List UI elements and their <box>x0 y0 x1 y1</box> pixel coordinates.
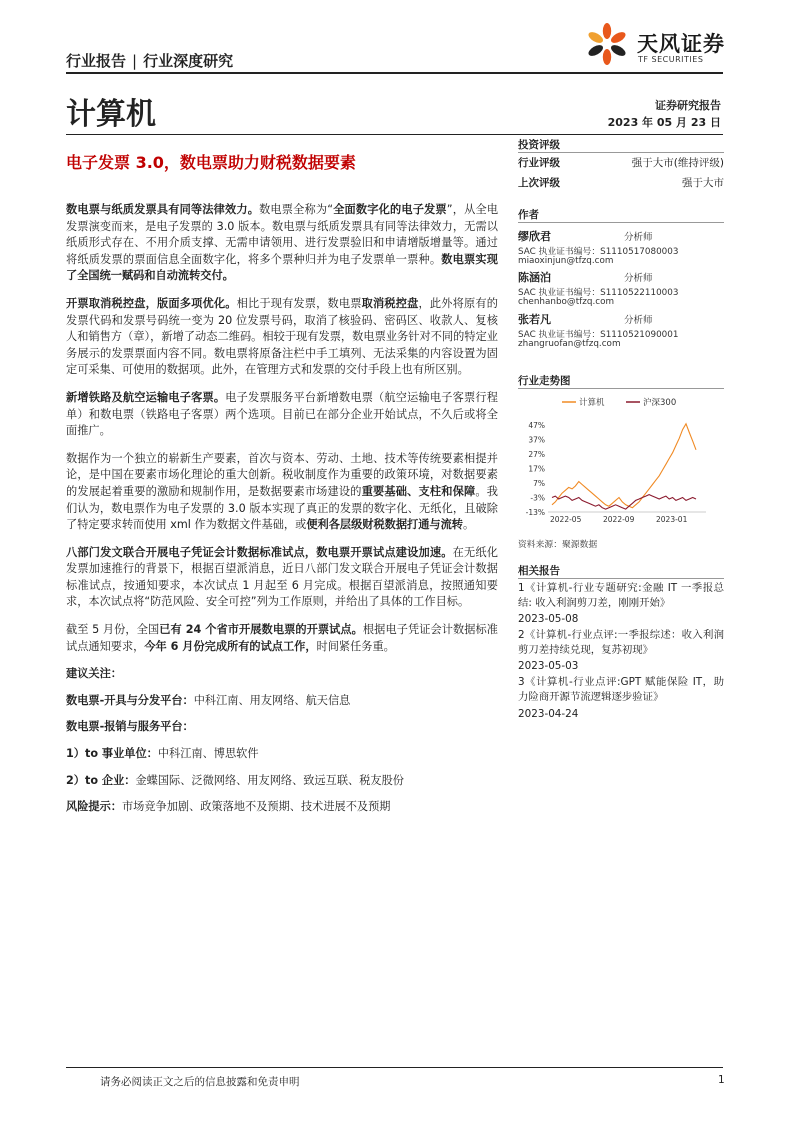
chart-source: 资料来源：聚源数据 <box>518 540 598 550</box>
y-tick-label: 47% <box>528 421 545 431</box>
rating-value: 强于大市(维持评级) <box>631 157 724 169</box>
author-role: 分析师 <box>624 315 653 326</box>
prev-rating-label: 上次评级 <box>518 177 560 189</box>
report-type: 证券研究报告 <box>655 99 721 112</box>
body-text: 电子发票服务平台新增数电票（航空运输电子客票行程单）和数电票（铁路电子客票）两个选项。目前已在部分企业开始试点，不久后或将全面推广。 <box>66 390 498 438</box>
legend-label-hs300: 沪深300 <box>643 398 677 408</box>
related-title: 相关报告 <box>518 565 560 577</box>
related-report-link[interactable]: 2《计算机-行业点评:一季报综述：收入利润剪刀差持续兑现，复苏初现》 <box>518 629 724 656</box>
body-text: 根据电子凭证会计数据标准试点通知要求， <box>66 623 498 653</box>
author-cert: SAC 执业证书编号：S1110522110003 <box>518 288 679 298</box>
author-email[interactable]: zhangruofan@tfzq.com <box>518 339 621 349</box>
paragraph-layout-optimization <box>66 296 498 379</box>
paragraph-pilot <box>66 545 498 611</box>
x-tick-label: 2022-09 <box>603 515 635 524</box>
risk-warning <box>66 799 498 816</box>
paragraph-data-element <box>66 451 498 534</box>
key-phrase: 已有 24 个省市开展数电票的开票试点。 <box>159 623 363 637</box>
industry-title: 计算机 <box>66 97 156 132</box>
lead-phrase: 八部门发文联合开展电子凭证会计数据标准试点，数电票开票试点建设加速。 <box>66 545 453 559</box>
key-phrase: 风险提示： <box>66 800 122 814</box>
key-phrase: 重要基础、支柱和保障 <box>361 484 476 498</box>
body-text: 中科江南、博思软件 <box>157 747 259 761</box>
body-text: ”，从全电发票演变而来，是电子发票的 3.0 版本。数电票与纸质发票具有同等法律效力，无需以纸质形式存在、不用介质支撑、无需申请领用、进行发票验旧和申请增版增量等。通过将纸质发票的票面信息全面数字化，将多个票种归并为电子发票单一票种。 <box>66 203 499 266</box>
chart-y-axis <box>526 421 545 517</box>
related-report-date: 2023-05-08 <box>518 613 579 625</box>
prev-rating-value: 强于大市 <box>682 177 724 189</box>
key-phrase: 便利各层级财税数据打通与流转 <box>306 518 463 532</box>
disclaimer-note: 请务必阅读正文之后的信息披露和免责申明 <box>100 1076 300 1088</box>
y-tick-label: 17% <box>528 464 545 474</box>
body-text: ，此外将原有的发票代码和发票号码统一变为 20 位发票号码，取消了核验码、密码区、收款人、复核人和销售方（章），新增了动态二维码。相较于现有发票，数电票业务针对不同的特定业务展示的发票票面内容不同。数电票将原备注栏中手工填列、无法采集的内容设置为固定可采集、可使用的数据项。此外，在管理方式和发票的交付手段上也有所区别。 <box>66 296 498 377</box>
category-label: 行业报告 <box>66 52 127 70</box>
paragraph-legal-effect <box>66 202 498 285</box>
paragraph-progress <box>66 622 498 655</box>
key-phrase: 2）to 企业： <box>66 773 136 787</box>
chart-legend <box>562 397 676 408</box>
subcategory-label: 行业深度研究 <box>143 52 234 70</box>
chart-x-axis <box>550 515 688 524</box>
y-tick-label: 27% <box>528 450 545 460</box>
related-report-link[interactable]: 3《计算机-行业点评:GPT 赋能保险 IT，助力险商开源节流逻辑逐步验证》 <box>518 676 724 703</box>
rating-label: 行业评级 <box>518 157 560 169</box>
key-phrase: 数电票-开具与分发平台： <box>66 693 194 707</box>
body-text: 。我们认为，数电票作为电子发票的 3.0 版本实现了真正的发票的数字化、无纸化，且破除了特定要求转而使用 xml 作为数据文件基础，或 <box>66 484 498 532</box>
series-line-hs300 <box>552 495 696 510</box>
body-text: 相比于现有发票，数电票 <box>236 296 362 310</box>
body-text: 在无纸化发票加速推行的背景下，根据百望派消息，近日八部门发文联合开展电子凭证会计数据标准试点，按通知要求，本次试点 1 月起至 6 月完成。根据百望派消息，按照通知要求，本次试点将“防范风险、安全可控”列为工作原则，并给出了具体的工作目标。 <box>66 545 498 609</box>
recommendation-institutions <box>66 746 498 763</box>
body-text: 截至 5 月份，全国 <box>66 623 160 637</box>
footer-divider <box>66 1067 723 1068</box>
author-name: 陈涵泊 <box>518 271 551 284</box>
report-date: 2023 年 05 月 23 日 <box>607 116 721 129</box>
side-divider <box>518 388 724 389</box>
paragraph-e-ticket <box>66 390 498 440</box>
x-tick-label: 2022-05 <box>550 515 582 524</box>
related-report-date: 2023-04-24 <box>518 708 579 720</box>
chart-title: 行业走势图 <box>518 375 571 387</box>
rec-title-text: 建议关注： <box>66 667 122 681</box>
body-text: 金蝶国际、泛微网络、用友网络、致远互联、税友股份 <box>135 773 404 787</box>
body-text: 市场竞争加剧、政策落地不及预期、技术进展不及预期 <box>121 800 391 814</box>
y-tick-label: 7% <box>533 479 545 489</box>
recommendation-reimbursement <box>66 719 498 736</box>
recommendation-title <box>66 666 498 683</box>
author-email[interactable]: miaoxinjun@tfzq.com <box>518 256 614 266</box>
logo-text-en: TF SECURITIES <box>638 55 704 64</box>
body-text: 中科江南、用友网络、航天信息 <box>193 693 351 707</box>
title-divider <box>66 134 723 135</box>
key-phrase: 1）to 事业单位： <box>66 747 158 761</box>
page-number: 1 <box>718 1074 725 1086</box>
main-content <box>66 202 498 826</box>
author-name: 缪欣君 <box>518 230 551 243</box>
author-role: 分析师 <box>624 232 653 243</box>
header-divider <box>66 72 723 74</box>
report-category <box>66 50 233 71</box>
author-email[interactable]: chenhanbo@tfzq.com <box>518 297 615 307</box>
side-divider <box>518 578 724 579</box>
key-phrase: 取消税控盘 <box>361 296 419 310</box>
key-phrase: 今年 6 月份完成所有的试点工作， <box>144 639 317 653</box>
body-text: 时间紧任务重。 <box>316 639 395 653</box>
author-role: 分析师 <box>624 273 653 284</box>
side-divider <box>518 222 724 223</box>
recommendation-enterprises <box>66 773 498 790</box>
document-title: 电子发票 3.0，数电票助力财税数据要素 <box>66 153 356 172</box>
related-report-date: 2023-05-03 <box>518 660 579 672</box>
body-text: 数据作为一个独立的崭新生产要素，首次与资本、劳动、土地、技术等传统要素相提并论，是中国在要素市场化理论的重大创新。税收制度作为重要的政策环境，对数据要素的发展起着重要的激励和规制作用，是数据要素市场建设的 <box>66 451 498 498</box>
lead-phrase: 数电票与纸质发票具有同等法律效力。 <box>66 203 260 216</box>
key-phrase: 全面数字化的电子发票 <box>333 203 447 216</box>
y-tick-label: -3% <box>530 493 545 503</box>
side-divider <box>518 152 724 153</box>
industry-rating-row <box>518 155 724 170</box>
author-cert: SAC 执业证书编号：S1110517080003 <box>518 247 679 257</box>
lead-phrase: 开票取消税控盘，版面多项优化。 <box>66 296 237 310</box>
y-tick-label: -13% <box>525 508 545 517</box>
recommendation-issuance <box>66 693 498 710</box>
key-phrase: 数电票实现了全国统一赋码和自动流转交付。 <box>66 252 498 283</box>
legend-label-computer: 计算机 <box>579 398 605 408</box>
body-text: 数电票全称为“ <box>259 203 334 216</box>
author-name: 张若凡 <box>518 313 551 326</box>
related-report-link[interactable]: 1《计算机-行业专题研究:金融 IT 一季报总结: 收入利润剪刀差，刚刚开始》 <box>518 582 724 609</box>
previous-rating-row <box>518 175 724 190</box>
lead-phrase: 新增铁路及航空运输电子客票。 <box>66 390 226 404</box>
rating-title: 投资评级 <box>518 139 560 151</box>
x-tick-label: 2023-01 <box>656 515 688 524</box>
industry-trend-chart <box>516 392 728 532</box>
body-text: 。 <box>462 518 475 532</box>
logo-text-cn: 天风证券 <box>637 32 725 56</box>
category-separator: | <box>132 52 138 70</box>
authors-title: 作者 <box>518 209 539 221</box>
author-cert: SAC 执业证书编号：S1110521090001 <box>518 330 679 340</box>
key-phrase: 数电票-报销与服务平台： <box>66 720 194 734</box>
y-tick-label: 37% <box>528 435 545 445</box>
series-line-computer <box>552 424 696 508</box>
